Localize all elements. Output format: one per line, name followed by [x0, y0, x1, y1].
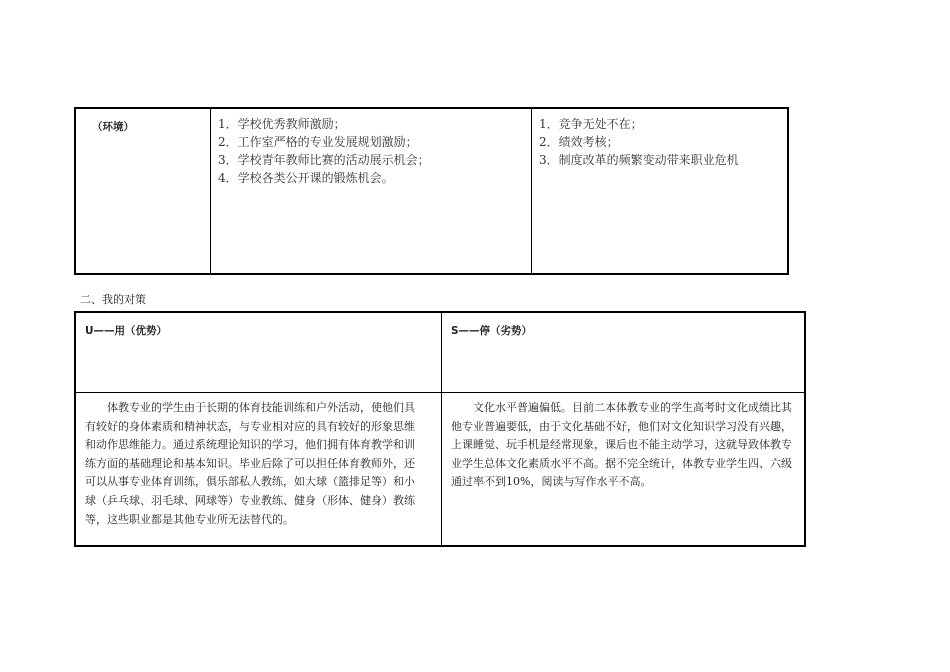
- weakness-body-cell: [451, 399, 797, 492]
- strategy-table: [74, 311, 806, 547]
- strength-header-cell: [85, 319, 167, 338]
- strength-body-cell: [85, 399, 425, 529]
- opportunities-cell: [211, 109, 532, 273]
- list-item: 2．绩效考核；: [539, 135, 619, 149]
- list-item: 1．学校优秀教师激励；: [218, 117, 346, 131]
- environment-table: [74, 107, 789, 275]
- threats-list: [539, 115, 787, 169]
- strength-paragraph: 体教专业的学生由于长期的体育技能训练和户外活动，使他们具有较好的身体素质和精神状态，与专业相对应的具有较好的形象思维和动作思维能力。通过系统理论知识的学习，他们拥有体育教学和训练方面的基础理论和基本知识。毕业后除了可以担任体育教师外，还可以从事专业体育训练，俱乐部私人教练，如大球（篮排足等）和小球（乒乓球、羽毛球、网球等）专业教练、健身（形体、健身）教练等，这些职业都是其他专业所无法替代的。: [85, 401, 415, 526]
- threats-cell: [532, 109, 787, 273]
- section-title: 二、我的对策: [80, 293, 146, 306]
- strength-column: [76, 313, 442, 545]
- weakness-header: S——停（劣势）: [451, 325, 533, 337]
- strength-header: U——用（优势）: [85, 325, 168, 337]
- weakness-column: [442, 313, 804, 545]
- list-item: 4．学校各类公开课的锻炼机会。: [218, 171, 394, 185]
- environment-label-cell: [76, 109, 211, 273]
- list-item: 3．学校青年教师比赛的活动展示机会；: [218, 153, 430, 167]
- list-item: 1．竞争无处不在；: [539, 117, 643, 131]
- environment-label: （环境）: [92, 121, 134, 133]
- weakness-header-cell: [451, 319, 532, 338]
- weakness-paragraph: 文化水平普遍偏低。目前二本体教专业的学生高考时文化成绩比其他专业普遍要低，由于文化基础不好，他们对文化知识学习没有兴趣，上课睡觉、玩手机是经常现象，课后也不能主动学习，这就导致体教专业学生总体文化素质水平不高。据不完全统计，体教专业学生四、六级通过率不到10%，阅读与写作水平不高。: [451, 401, 792, 489]
- opportunities-list: [218, 115, 531, 187]
- list-item: 3．制度改革的频繁变动带来职业危机: [539, 153, 739, 167]
- list-item: 2．工作室严格的专业发展规划激励；: [218, 135, 418, 149]
